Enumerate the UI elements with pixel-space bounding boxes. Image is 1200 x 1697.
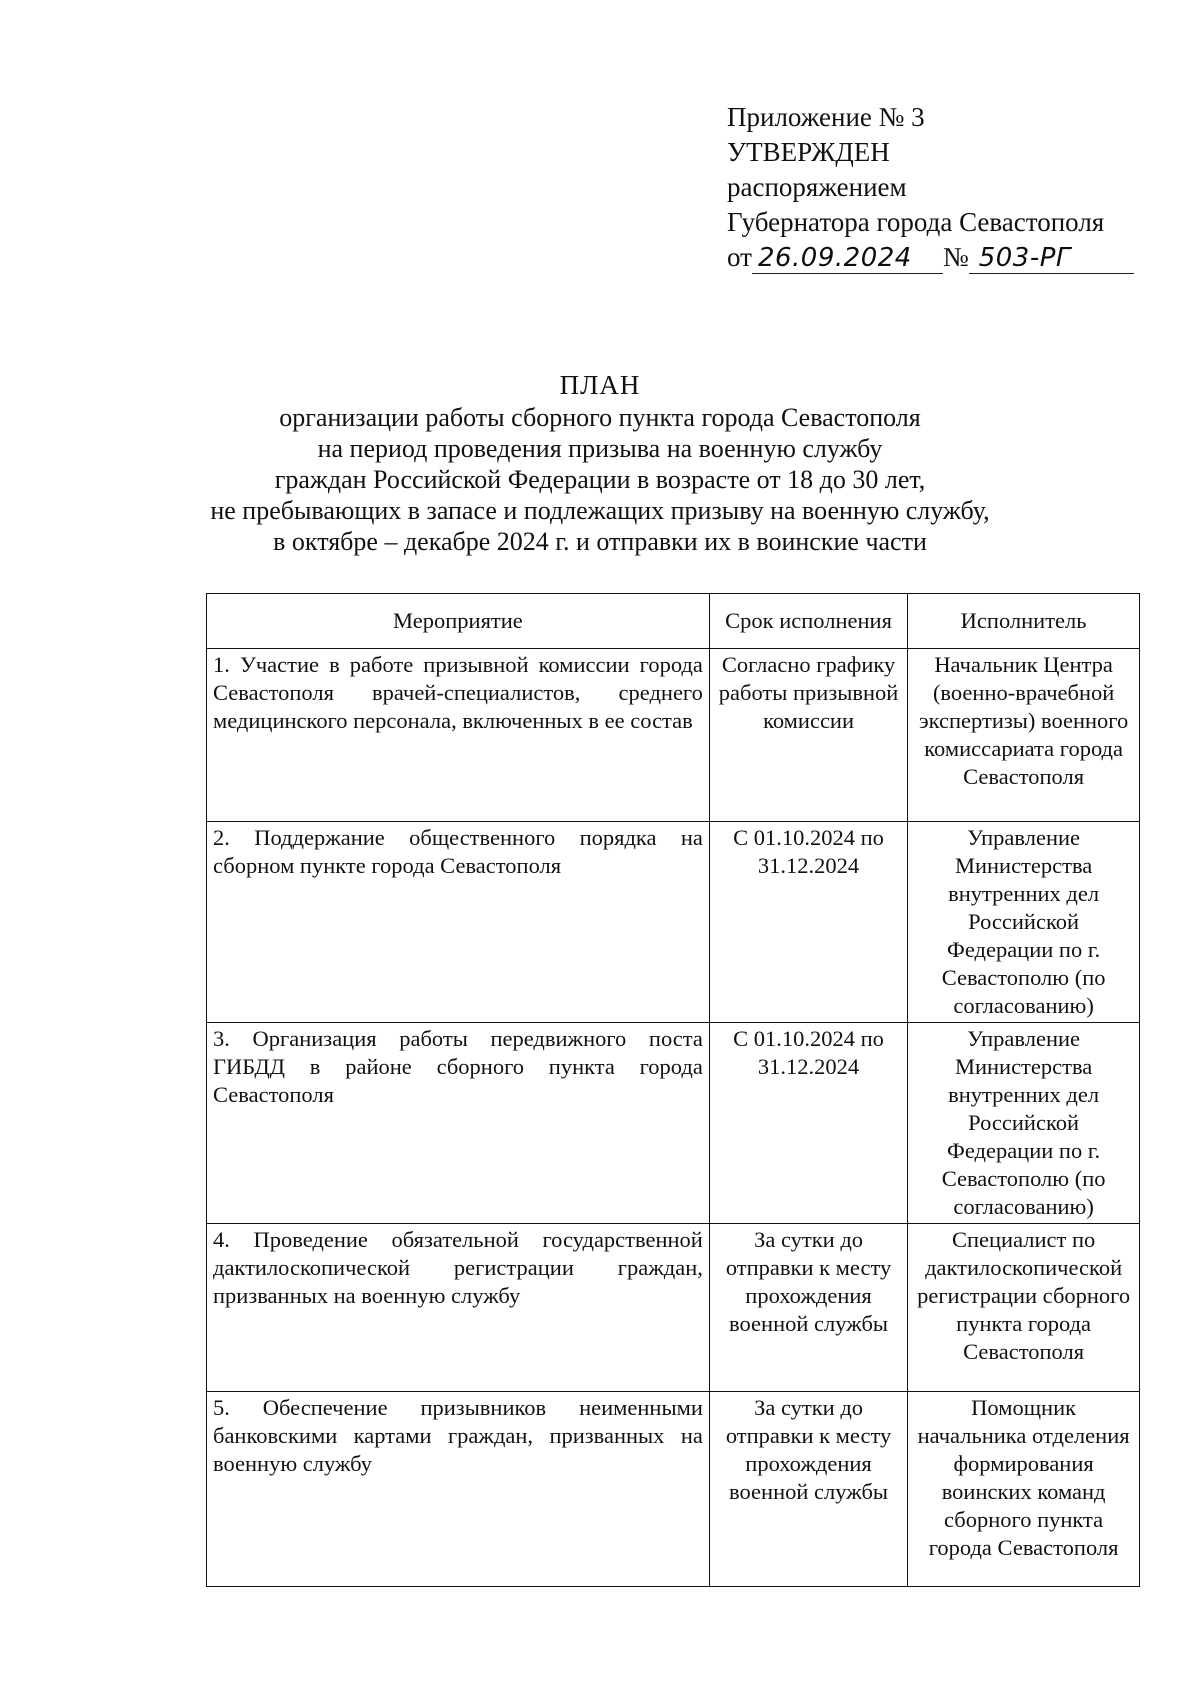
cell-executor: Управление Министерства внутренних дел Российской Федерации по г. Севастополю (по согласованию) bbox=[908, 822, 1140, 1023]
table-row bbox=[207, 649, 1140, 822]
title-line: в октябре – декабре 2024 г. и отправки их в воинские части bbox=[273, 527, 927, 556]
order-date-number-line bbox=[727, 240, 1147, 275]
title-line: граждан Российской Федерации в возрасте от 18 до 30 лет, bbox=[274, 465, 926, 494]
table-row bbox=[207, 822, 1140, 1023]
cell-executor: Управление Министерства внутренних дел Российской Федерации по г. Севастополю (по согласованию) bbox=[908, 1023, 1140, 1224]
handwritten-number: 503-РГ bbox=[969, 243, 1134, 274]
cell-term: С 01.10.2024 по 31.12.2024 bbox=[709, 1023, 907, 1224]
approval-stamp-block bbox=[727, 100, 1147, 275]
cell-executor: Начальник Центра (военно-врачебной экспертизы) военного комиссариата города Севастополя bbox=[908, 649, 1140, 822]
cell-event: 4. Проведение обязательной государственной дактилоскопической регистрации граждан, призванных на военную службу bbox=[207, 1224, 710, 1392]
issuer: Губернатора города Севастополя bbox=[727, 207, 1105, 237]
table-row bbox=[207, 1224, 1140, 1392]
header-term: Срок исполнения bbox=[709, 594, 907, 649]
table-row bbox=[207, 1392, 1140, 1587]
handwritten-date: 26.09.2024 bbox=[752, 243, 943, 274]
cell-term: За сутки до отправки к месту прохождения военной службы bbox=[709, 1224, 907, 1392]
plan-table bbox=[206, 593, 1140, 1587]
cell-event: 5. Обеспечение призывников неименными банковскими картами граждан, призванных на военную службу bbox=[207, 1392, 710, 1587]
order-type: распоряжением bbox=[727, 172, 907, 202]
cell-executor: Помощник начальника отделения формирования воинских команд сборного пункта города Севастополя bbox=[908, 1392, 1140, 1587]
title-line: на период проведения призыва на военную службу bbox=[317, 434, 883, 463]
cell-term: Согласно графику работы призывной комиссии bbox=[709, 649, 907, 822]
title-line: организации работы сборного пункта города Севастополя bbox=[279, 403, 921, 432]
cell-event: 1. Участие в работе призывной комиссии города Севастополя врачей-специалистов, среднего медицинского персонала, включенных в ее состав bbox=[207, 649, 710, 822]
cell-term: За сутки до отправки к месту прохождения военной службы bbox=[709, 1392, 907, 1587]
number-prefix: № bbox=[942, 242, 969, 272]
title-main: ПЛАН bbox=[559, 370, 641, 400]
cell-executor: Специалист по дактилоскопической регистрации сборного пункта города Севастополя bbox=[908, 1224, 1140, 1392]
header-event: Мероприятие bbox=[207, 594, 710, 649]
date-prefix: от bbox=[727, 242, 752, 272]
title-line: не пребывающих в запасе и подлежащих призыву на военную службу, bbox=[210, 496, 990, 525]
table-row bbox=[207, 1023, 1140, 1224]
cell-event: 3. Организация работы передвижного поста ГИБДД в районе сборного пункта города Севастополя bbox=[207, 1023, 710, 1224]
document-title bbox=[170, 370, 1030, 557]
header-executor: Исполнитель bbox=[908, 594, 1140, 649]
table-header-row bbox=[207, 594, 1140, 649]
cell-term: С 01.10.2024 по 31.12.2024 bbox=[709, 822, 907, 1023]
approved-label: УТВЕРЖДЕН bbox=[727, 137, 890, 167]
appendix-number: Приложение № 3 bbox=[727, 102, 925, 132]
cell-event: 2. Поддержание общественного порядка на сборном пункте города Севастополя bbox=[207, 822, 710, 1023]
